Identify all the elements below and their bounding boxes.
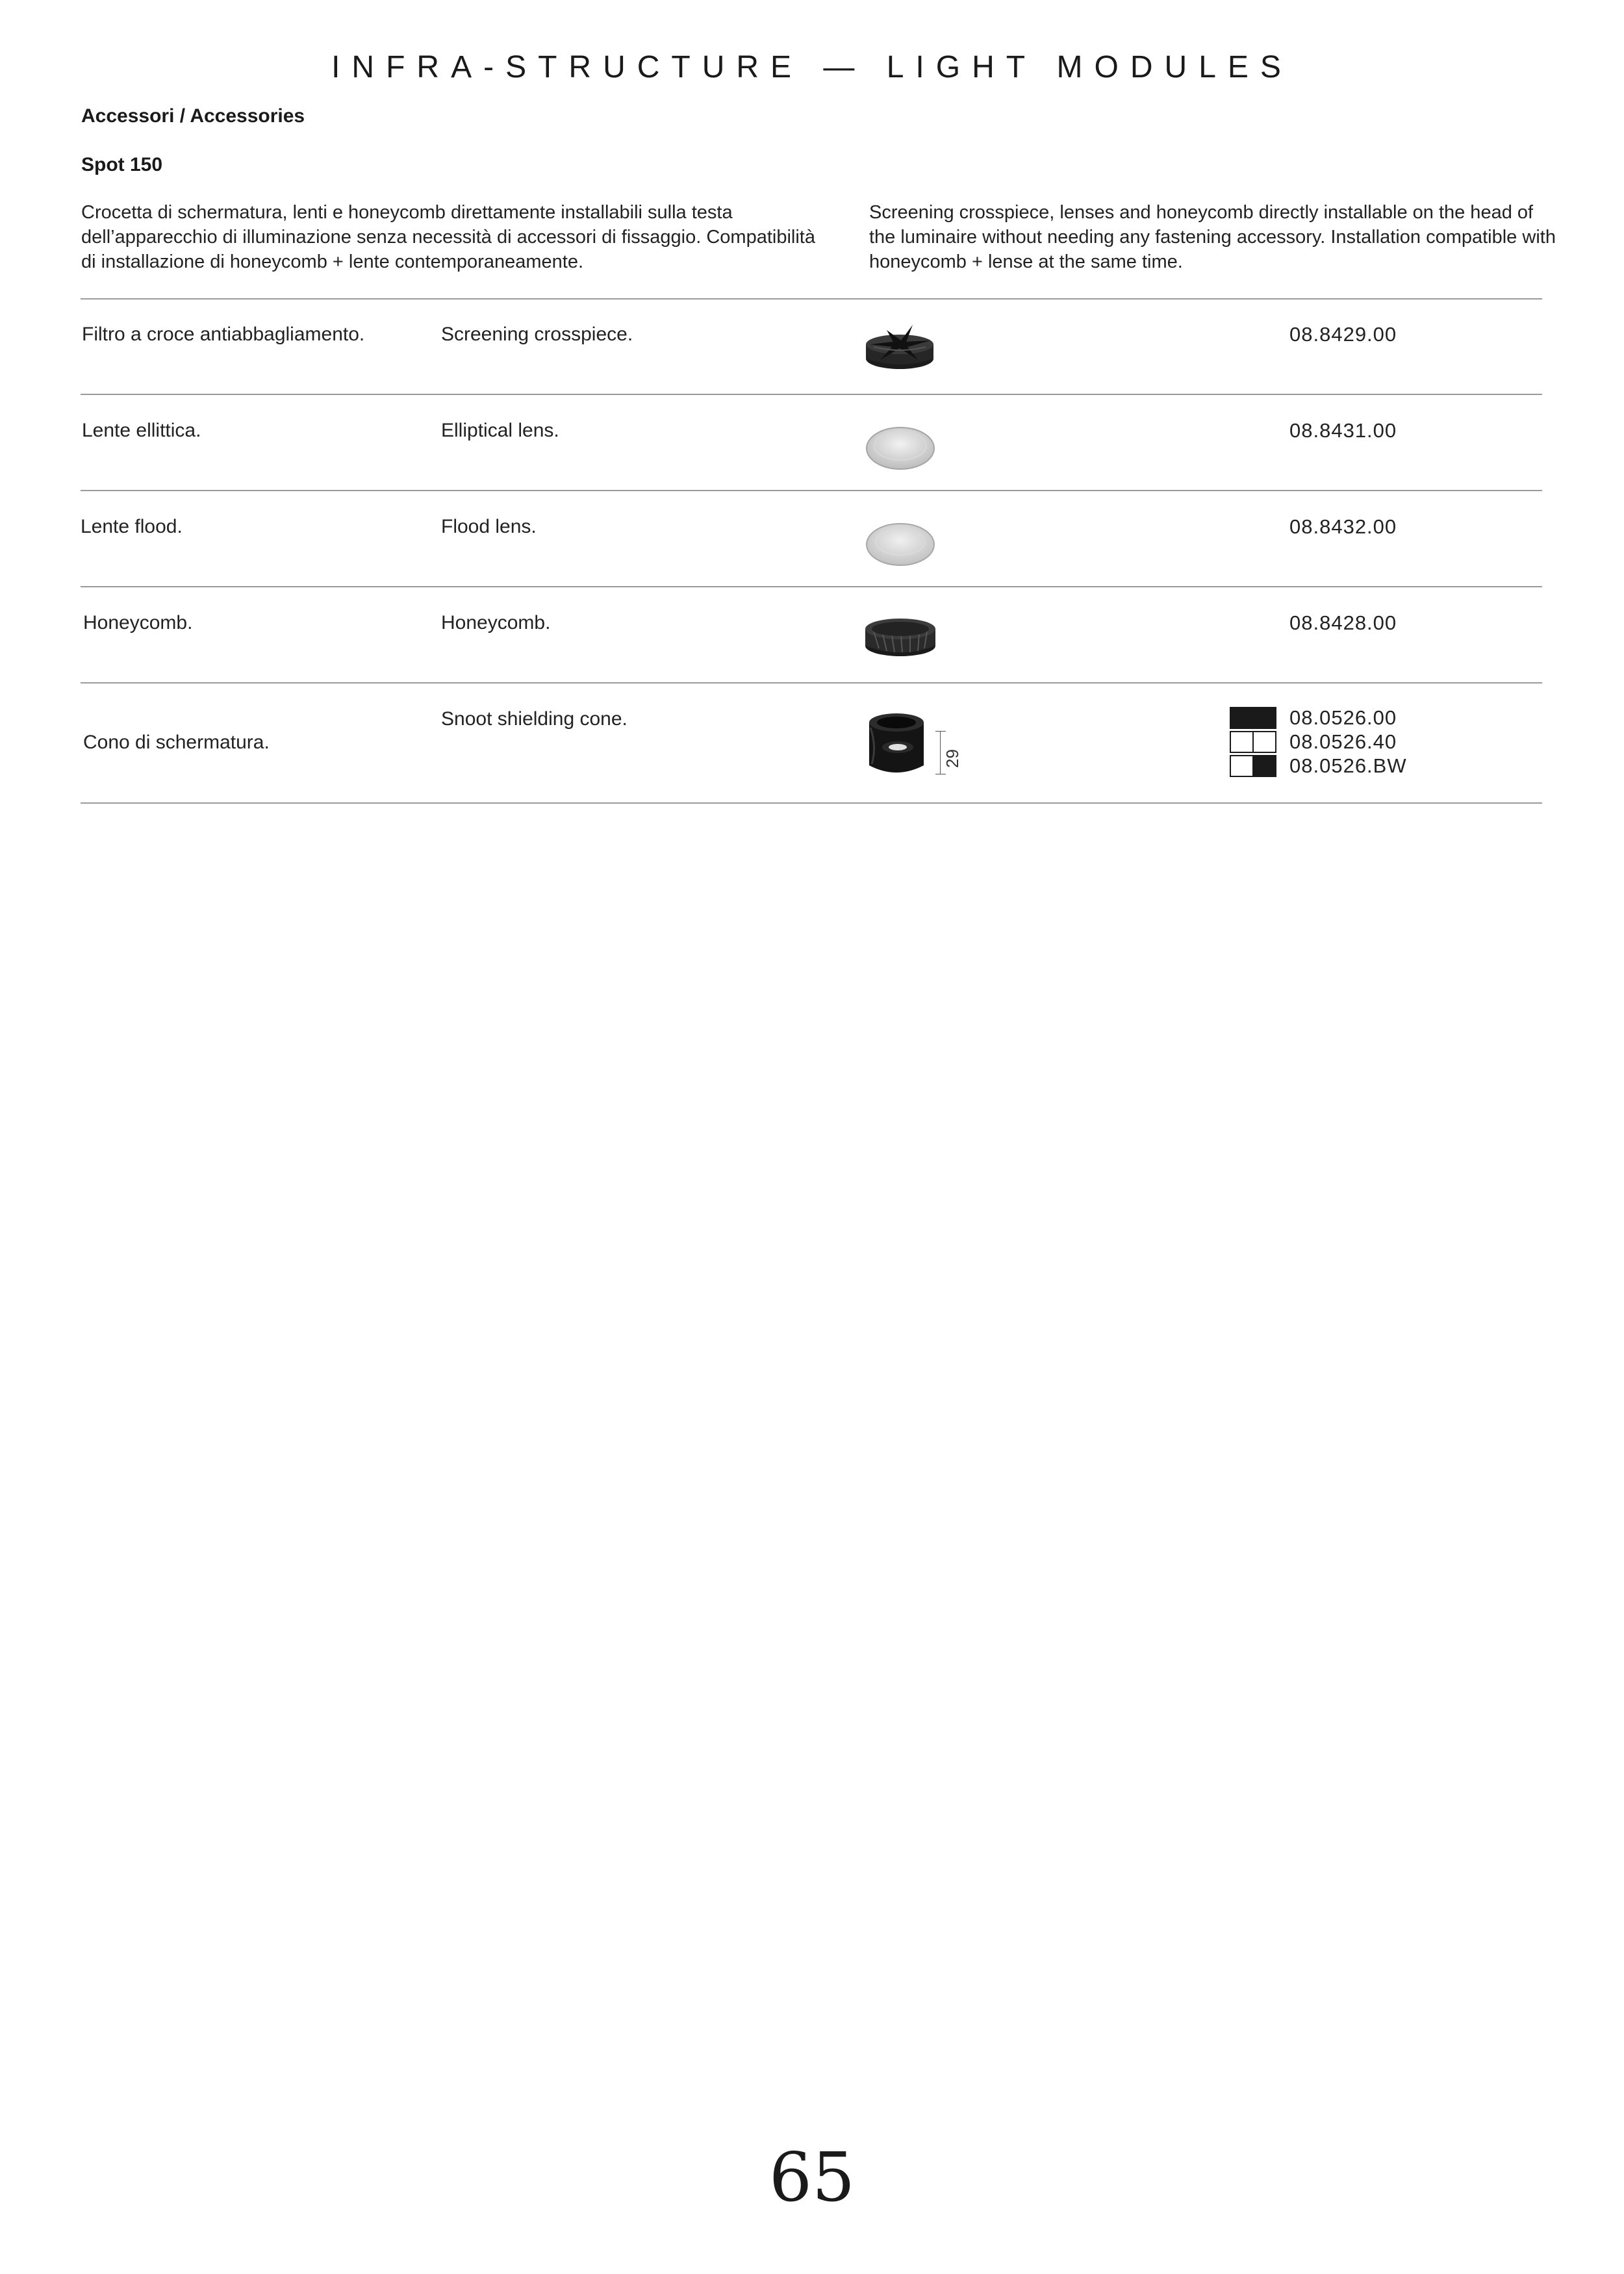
code-list — [1289, 418, 1397, 442]
row-label-en: Elliptical lens. — [441, 420, 559, 441]
color-swatch-stack — [1230, 707, 1278, 779]
color-swatch-white — [1230, 731, 1276, 753]
section-subheading: Spot 150 — [81, 154, 163, 175]
product-code: 08.0526.40 — [1289, 730, 1397, 753]
page-title: INFRA-STRUCTURE — LIGHT MODULES — [331, 50, 1293, 84]
flood-lens-image — [864, 518, 937, 568]
row-label-en: Honeycomb. — [441, 612, 551, 633]
row-label-en: Snoot shielding cone. — [441, 708, 628, 730]
page-number: 65 — [768, 2138, 856, 2217]
product-code: 08.8432.00 — [1289, 515, 1397, 538]
color-swatch-white-black — [1230, 755, 1276, 777]
intro-english: Screening crosspiece, lenses and honeycomb directly installable on the head of the luminaire without needing any fastening accessory. Installation compatible with honeycomb + lense at the same time. — [869, 202, 1556, 272]
crosspiece-image — [861, 318, 939, 376]
section-heading: Accessori / Accessories — [81, 105, 305, 127]
dimension-line — [940, 731, 941, 774]
row-label-it: Honeycomb. — [83, 612, 193, 633]
code-list — [1289, 322, 1397, 346]
divider — [81, 490, 1542, 491]
product-code: 08.0526.BW — [1289, 754, 1407, 777]
product-code: 08.8428.00 — [1289, 611, 1397, 634]
color-swatch-black — [1230, 707, 1276, 729]
row-label-en: Screening crosspiece. — [441, 324, 633, 345]
honeycomb-image — [861, 609, 940, 660]
divider — [81, 586, 1542, 587]
row-label-it: Cono di schermatura. — [83, 732, 270, 753]
row-label-en: Flood lens. — [441, 516, 537, 537]
divider — [81, 394, 1542, 395]
dimension-label: 29 — [943, 749, 962, 768]
product-code: 08.8431.00 — [1289, 419, 1397, 442]
code-list — [1289, 706, 1407, 778]
elliptical-lens-image — [864, 422, 937, 472]
code-list — [1289, 611, 1397, 635]
snoot-cone-image — [864, 708, 929, 781]
product-code: 08.0526.00 — [1289, 706, 1397, 729]
row-label-it: Filtro a croce antiabbagliamento. — [82, 324, 365, 345]
row-label-it: Lente ellittica. — [82, 420, 201, 441]
divider — [81, 298, 1542, 300]
product-code: 08.8429.00 — [1289, 323, 1397, 346]
row-label-it: Lente flood. — [81, 516, 183, 537]
dimension-tick — [935, 731, 946, 732]
intro-italian: Crocetta di schermatura, lenti e honeycomb direttamente installabili sulla testa dell’apparecchio di illuminazione senza necessità di accessori di fissaggio. Compatibilità di installazione di honeycomb + lente contemporaneamente. — [81, 202, 815, 272]
code-list — [1289, 515, 1397, 539]
divider — [81, 682, 1542, 683]
divider — [81, 802, 1542, 804]
